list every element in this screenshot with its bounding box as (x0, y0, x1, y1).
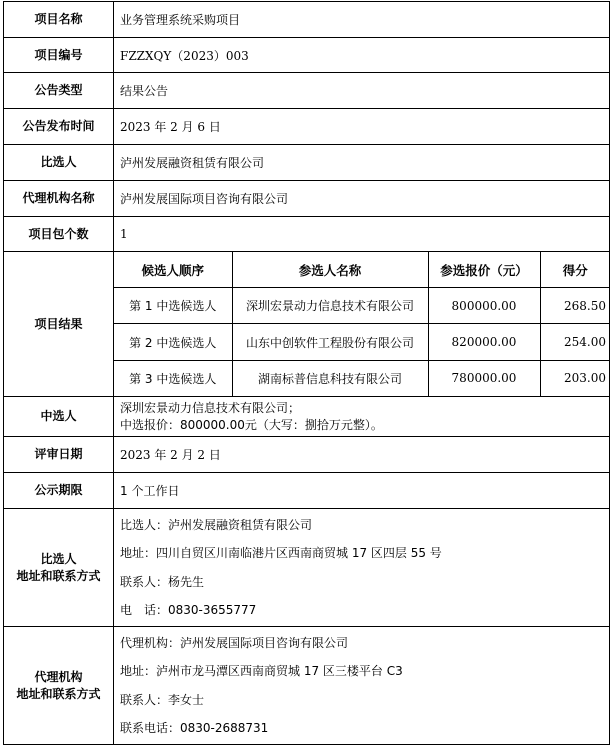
candidate-name: 湖南标普信息科技有限公司 (232, 360, 428, 396)
header-name: 参选人名称 (232, 252, 428, 288)
row-project-name (4, 2, 610, 38)
selector-contact-label-line2: 地址和联系方式 (16, 568, 101, 583)
candidate-score: 268.50 (540, 288, 610, 324)
row-review-date (4, 437, 610, 473)
winner-value (114, 397, 610, 437)
header-order: 候选人顺序 (114, 252, 232, 288)
row-winner (4, 397, 610, 437)
agency-contact-label-line1: 代理机构 (34, 669, 83, 684)
agency-contact-value (114, 627, 610, 745)
row-agency (4, 181, 610, 217)
publicity-period-label: 公示期限 (4, 473, 114, 509)
winner-name: 深圳宏景动力信息技术有限公司； (120, 400, 301, 415)
candidate-order: 第 1 中选候选人 (114, 288, 232, 324)
winner-price: 中选报价：800000.00元（大写：捌拾万元整）。 (120, 417, 383, 432)
selector-contact-name: 比选人：泸州发展融资租赁有限公司 (120, 517, 313, 532)
candidate-table (114, 252, 610, 396)
winner-label: 中选人 (4, 397, 114, 437)
candidate-order: 第 2 中选候选人 (114, 324, 232, 360)
publicity-period-value: 1 个工作日 (114, 473, 610, 509)
candidate-header-row (114, 252, 610, 288)
selector-contact-phone: 电 话：0830-3655777 (120, 603, 257, 617)
publish-time-value: 2023 年 2 月 6 日 (114, 109, 610, 145)
project-name-label: 项目名称 (4, 2, 114, 38)
notice-type-value: 结果公告 (114, 73, 610, 109)
agency-contact-label-line2: 地址和联系方式 (16, 686, 101, 701)
notice-type-label: 公告类型 (4, 73, 114, 109)
agency-contact-address: 地址：泸州市龙马潭区西南商贸城 17 区三楼平台 C3 (120, 664, 403, 678)
row-publish-time (4, 109, 610, 145)
candidate-order: 第 3 中选候选人 (114, 360, 232, 396)
row-selector (4, 145, 610, 181)
selector-contact-label-line1: 比选人 (40, 551, 77, 566)
row-notice-type (4, 73, 610, 109)
row-publicity-period (4, 473, 610, 509)
project-no-value: FZZXQY（2023）003 (114, 38, 610, 73)
agency-contact-name: 代理机构：泸州发展国际项目咨询有限公司 (120, 635, 349, 650)
publish-time-label: 公告发布时间 (4, 109, 114, 145)
header-price: 参选报价（元） (428, 252, 540, 288)
row-project-result (4, 252, 610, 397)
candidate-score: 254.00 (540, 324, 610, 360)
review-date-label: 评审日期 (4, 437, 114, 473)
row-project-no (4, 38, 610, 73)
selector-value: 泸州发展融资租赁有限公司 (114, 145, 610, 181)
row-selector-contact (4, 509, 610, 627)
package-count-value: 1 (114, 217, 610, 252)
package-count-label: 项目包个数 (4, 217, 114, 252)
review-date-value: 2023 年 2 月 2 日 (114, 437, 610, 473)
candidate-name: 深圳宏景动力信息技术有限公司 (232, 288, 428, 324)
agency-contact-person: 联系人：李女士 (120, 692, 205, 707)
agency-contact-label (4, 627, 114, 745)
project-no-label: 项目编号 (4, 38, 114, 73)
row-package-count (4, 217, 610, 252)
table-row (114, 288, 610, 324)
header-score: 得分 (540, 252, 610, 288)
project-result-label: 项目结果 (4, 252, 114, 397)
candidate-price: 780000.00 (428, 360, 540, 396)
project-name-value: 业务管理系统采购项目 (114, 2, 610, 38)
selector-contact-label (4, 509, 114, 627)
candidate-score: 203.00 (540, 360, 610, 396)
selector-contact-person: 联系人：杨先生 (120, 574, 205, 589)
selector-label: 比选人 (4, 145, 114, 181)
project-result-cell (114, 252, 610, 397)
agency-contact-phone: 联系电话：0830-2688731 (120, 721, 269, 735)
candidate-price: 800000.00 (428, 288, 540, 324)
selector-contact-address: 地址：四川自贸区川南临港片区西南商贸城 17 区四层 55 号 (120, 546, 442, 560)
selector-contact-value (114, 509, 610, 627)
agency-value: 泸州发展国际项目咨询有限公司 (114, 181, 610, 217)
row-agency-contact (4, 627, 610, 745)
table-row (114, 360, 610, 396)
result-notice-table (3, 1, 610, 745)
candidate-name: 山东中创软件工程股份有限公司 (232, 324, 428, 360)
agency-label: 代理机构名称 (4, 181, 114, 217)
table-row (114, 324, 610, 360)
candidate-price: 820000.00 (428, 324, 540, 360)
